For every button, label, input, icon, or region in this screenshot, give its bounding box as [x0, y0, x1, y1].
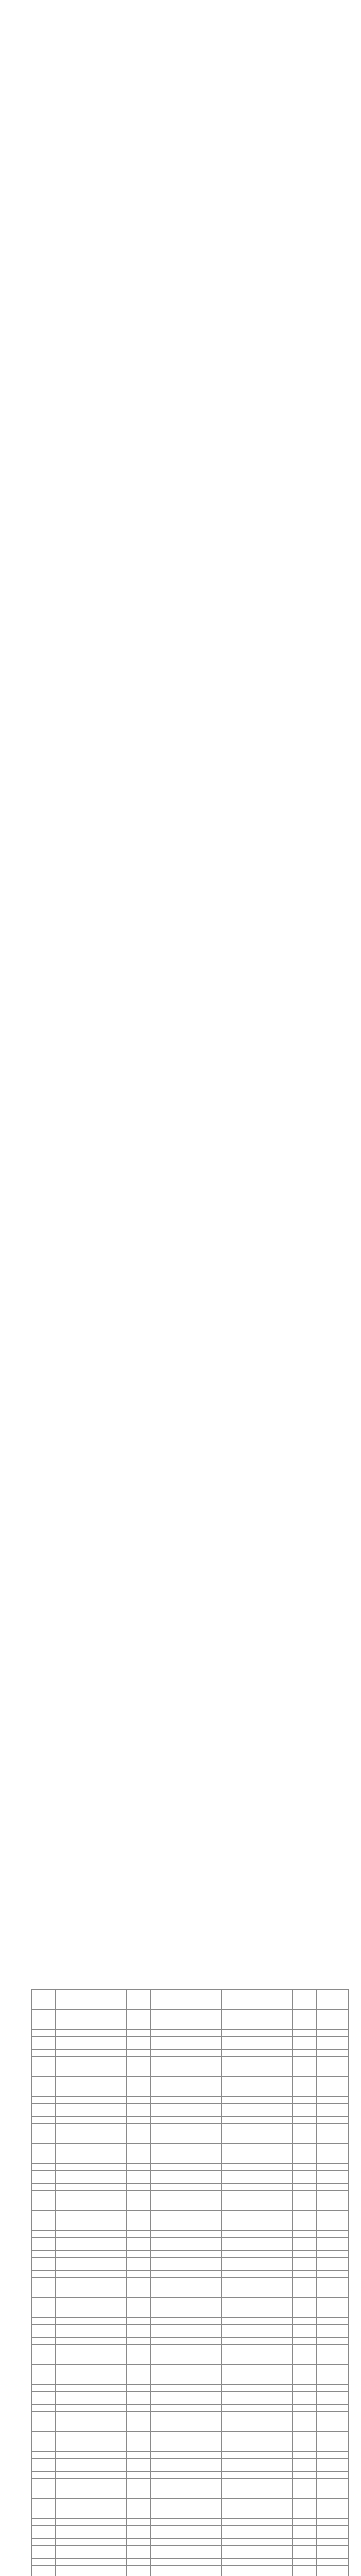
section-heading-service — [15, 1757, 346, 1764]
rotated-table-grid — [31, 1989, 349, 2576]
document-title — [15, 4, 346, 13]
rotated-sheet-1 — [0, 1973, 361, 2576]
section-heading-service — [15, 762, 346, 770]
section-heading-production — [15, 1463, 346, 1470]
sheet-2 — [0, 1427, 361, 1968]
section-heading-production — [15, 127, 346, 134]
document-title — [9, 2004, 20, 2406]
document-title — [15, 1431, 346, 1440]
